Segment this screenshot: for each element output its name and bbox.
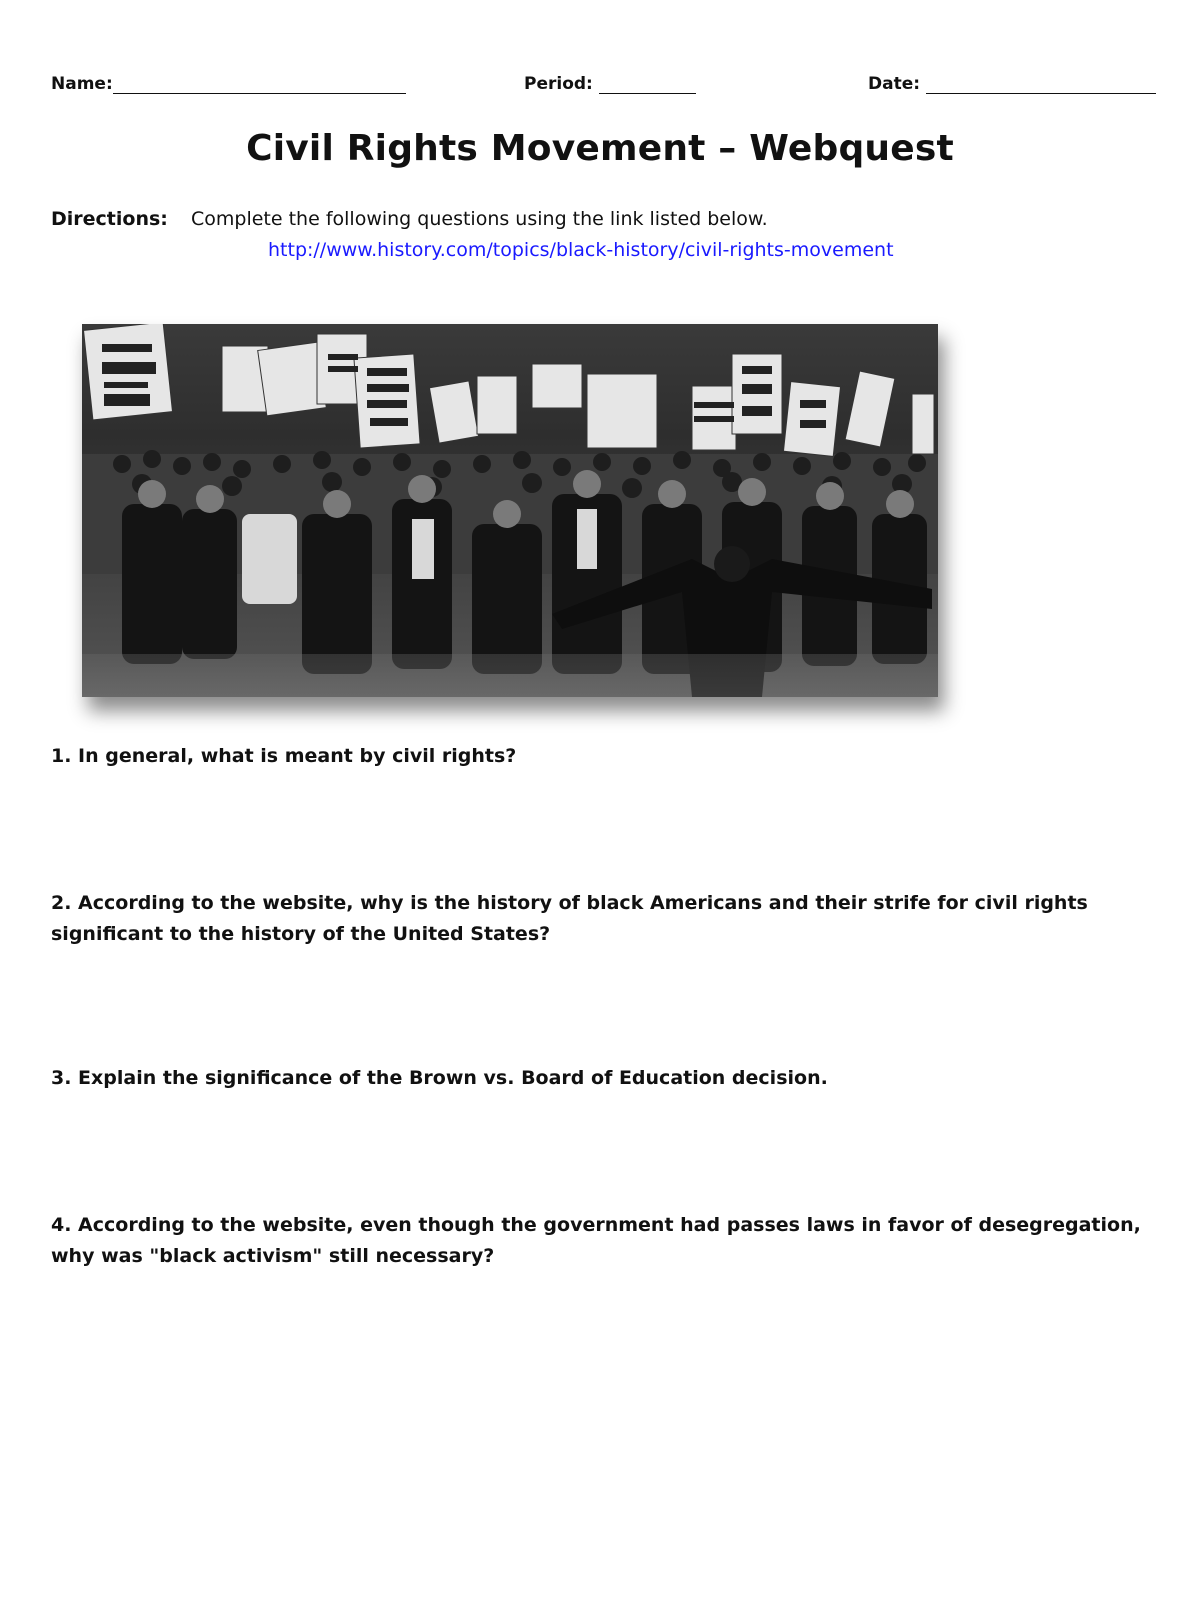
name-field[interactable] <box>51 74 406 94</box>
period-blank-line[interactable] <box>599 75 696 94</box>
march-photo-image <box>82 324 938 697</box>
name-blank-line[interactable] <box>113 75 406 94</box>
directions-text: Complete the following questions using the link listed below. <box>191 208 768 230</box>
worksheet-header <box>51 74 1161 100</box>
question-2: 2. According to the website, why is the history of black Americans and their strife for civil rights significant to the history of the United States? <box>51 892 1088 945</box>
page-title: Civil Rights Movement – Webquest <box>246 128 954 169</box>
question-3: 3. Explain the significance of the Brown vs. Board of Education decision. <box>51 1067 828 1089</box>
date-field[interactable] <box>868 74 1156 94</box>
history-link[interactable]: http://www.history.com/topics/black-history/civil-rights-movement <box>268 239 894 261</box>
question-4: 4. According to the website, even though the government had passes laws in favor of desegregation, why was "black activism" still necessary? <box>51 1214 1141 1267</box>
question-1: 1. In general, what is meant by civil rights? <box>51 745 517 767</box>
date-label: Date: <box>868 74 921 94</box>
name-label: Name: <box>51 74 113 94</box>
date-blank-line[interactable] <box>926 75 1156 94</box>
march-photo <box>82 324 938 697</box>
period-label: Period: <box>524 74 593 94</box>
directions <box>51 208 768 230</box>
period-field[interactable] <box>524 74 696 94</box>
directions-label: Directions: <box>51 208 168 230</box>
